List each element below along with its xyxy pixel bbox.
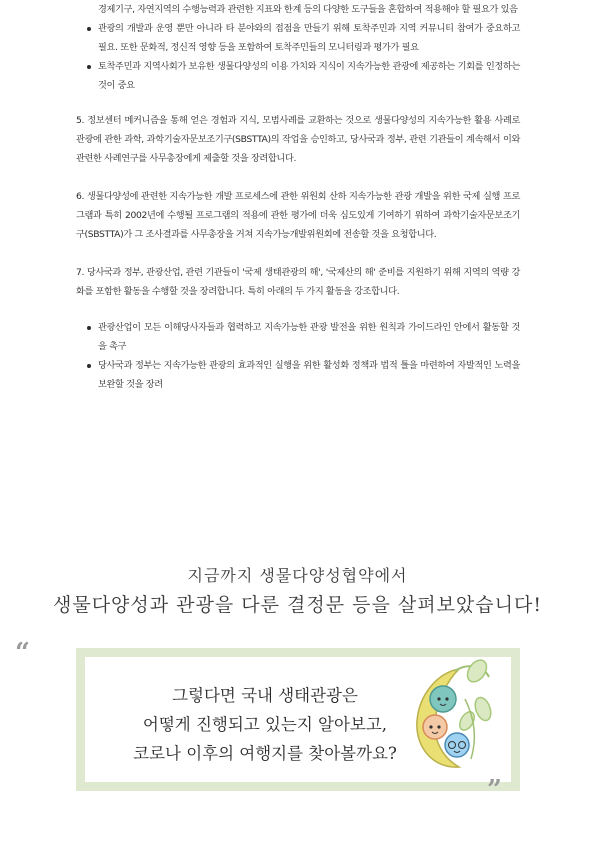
quote-line-1: 그렇다면 국내 생태관광은 — [172, 686, 358, 705]
list-item: 당사국과 정부는 지속가능한 관광의 효과적인 실행을 위한 활성화 정책과 법적 틀을 마련하여 자발적인 노력을 보완할 것을 장려 — [76, 356, 520, 394]
list-item: 관광산업이 모든 이해당사자들과 협력하고 지속가능한 관광 발전을 위한 원칙과 가이드라인 안에서 활동할 것을 촉구 — [76, 318, 520, 356]
open-quote-mark: “ — [15, 638, 30, 668]
paragraph-5: 5. 정보센터 메커니즘을 통해 얻은 경험과 지식, 모범사례를 교환하는 것으로 생물다양성의 지속가능한 활용 사례로 관광에 관한 과학, 과학기술자문보조기구(SBSTTA)의 작업을 승인하고, 당사국과 정부, 관련 기관들이 계속해서 이와 관련한 사례연구를 사무총장에게 제출할 것을 장려합니다. — [76, 115, 520, 164]
close-quote-mark: ” — [487, 775, 502, 805]
bullet-continuation: 경제기구, 자연지역의 수행능력과 관련한 지표와 한계 등의 다양한 도구들을 혼합하여 적용해야 할 필요가 있음 — [98, 4, 518, 15]
quote-line-3: 코로나 이후의 여행지를 찾아볼까요? — [133, 744, 397, 763]
paragraph-7: 7. 당사국과 정부, 관광산업, 관련 기관들이 '국제 생태관광의 해', '국제산의 해' 준비를 지원하기 위해 지역의 역량 강화를 포함한 활동을 수행할 것을 장려합니다. 특히 아래의 두 가지 활동을 강조합니다. — [76, 267, 520, 297]
document-body — [76, 0, 520, 394]
quote-line-2: 어떻게 진행되고 있는지 알아보고, — [142, 715, 388, 734]
quote-text — [115, 681, 415, 768]
handwritten-line-2: 생물다양성과 관광을 다룬 결정문 등을 살펴보았습니다! — [53, 594, 542, 616]
quote-inner-panel — [85, 657, 511, 782]
list-item: 관광의 개발과 운영 뿐만 아니라 타 분야와의 접점을 만들기 위해 토착주민과 지역 커뮤니티 참여가 중요하고 필요. 또한 문화적, 정신적 영향 등을 포함하여 토착주민들의 모니터링과 평가가 필요 — [76, 19, 520, 57]
quote-box — [76, 648, 520, 791]
list-item: 토착주민과 지역사회가 보유한 생물다양성의 이용 가치와 지식이 지속가능한 관광에 제공하는 기회를 인정하는 것이 중요 — [76, 57, 520, 95]
bullet-list-a — [76, 19, 520, 95]
handwritten-line-1: 지금까지 생물다양성협약에서 — [187, 566, 408, 585]
bullet-list-b — [76, 318, 520, 394]
seed-pod-characters-illustration — [397, 659, 497, 777]
paragraph-6: 6. 생물다양성에 관련한 지속가능한 개발 프로세스에 관한 위원회 산하 지속가능한 관광 개발을 위한 국제 실행 프로그램과 특히 2002년에 수행될 프로그램의 적용에 관한 평가에 더욱 심도있게 기여하기 위하여 과학기술자문보조기구(SBSTTA)가 그 조사결과를 사무총장을 거쳐 지속가능개발위원회에 전송할 것을 요청합니다. — [76, 191, 520, 240]
